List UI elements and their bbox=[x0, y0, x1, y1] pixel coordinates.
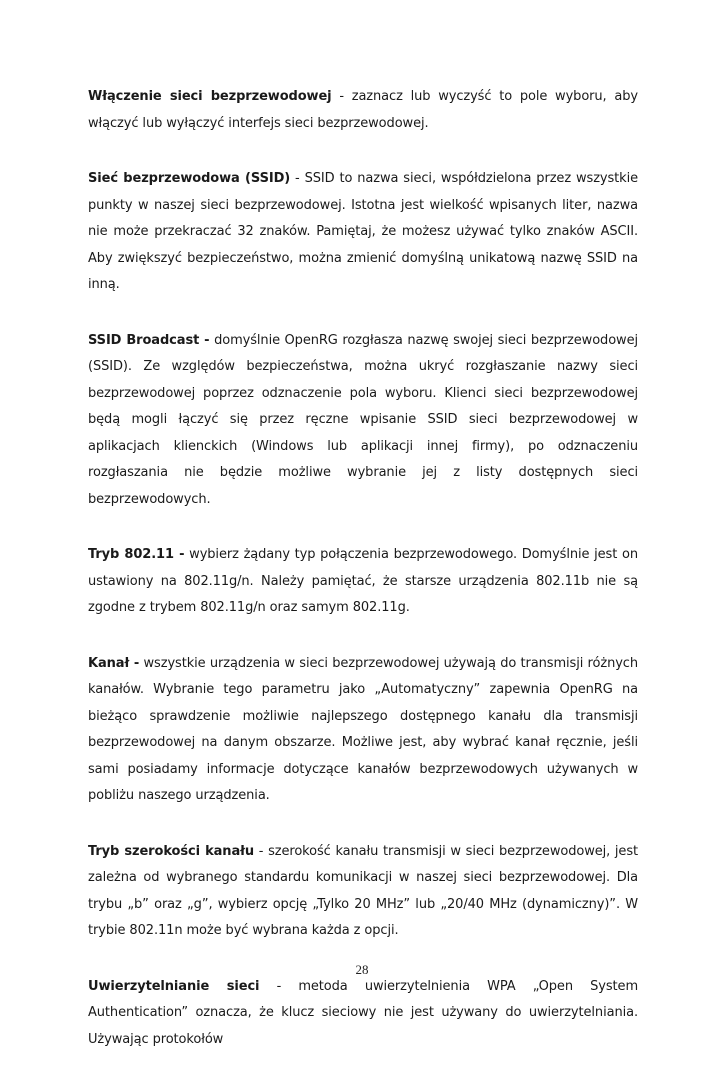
separator: - bbox=[290, 171, 305, 186]
description-80211-mode: wybierz żądany typ połączenia bezprzewodowego. Domyślnie jest on ustawiony na 802.11g/n. Należy pamiętać, że starsze urządzenia 802.11b nie są zgodne z trybem 802.11g/n oraz samym 802.11g. bbox=[88, 547, 638, 615]
paragraph-80211-mode bbox=[88, 542, 638, 622]
term-channel-width: Tryb szerokości kanału bbox=[88, 843, 254, 859]
paragraph-channel bbox=[88, 651, 638, 810]
separator: - bbox=[254, 843, 269, 859]
description-ssid: SSID to nazwa sieci, współdzielona przez wszystkie punkty w naszej sieci bezprzewodowej. Istotna jest wielkość wpisanych liter, nazwa nie może przekraczać 32 znaków. Pamiętaj, że możesz używać tylko znaków ASCII. Aby zwiększyć bezpieczeństwo, można zmienić domyślną unikatową nazwę SSID na inną. bbox=[88, 171, 639, 292]
term-network-authentication: Uwierzytelnianie sieci bbox=[88, 978, 260, 994]
term-wireless-enable: Włączenie sieci bezprzewodowej bbox=[88, 89, 332, 104]
document-body bbox=[88, 84, 638, 1082]
description-network-authentication: metoda uwierzytelnienia WPA „Open System Authentication” oznacza, że klucz sieciowy nie jest używany do uwierzytelniania. Używając protokołów bbox=[88, 978, 639, 1047]
term-ssid-broadcast: SSID Broadcast - bbox=[88, 332, 210, 348]
paragraph-wireless-enable bbox=[88, 84, 638, 137]
term-80211-mode: Tryb 802.11 - bbox=[88, 547, 185, 562]
paragraph-network-authentication bbox=[88, 974, 638, 1054]
description-channel-width: szerokość kanału transmisji w sieci bezprzewodowej, jest zależna od wybranego standardu komunikacji w naszej sieci bezprzewodowej. Dla trybu „b” oraz „g”, wybierz opcję „Tylko 20 MHz” lub „20/40 MHz (dynamiczny)”. W trybie 802.11n może być wybrana każda z opcji. bbox=[88, 843, 638, 938]
description-channel: wszystkie urządzenia w sieci bezprzewodowej używają do transmisji różnych kanałów. Wybranie tego parametru jako „Automatyczny” zapewnia OpenRG na bieżąco sprawdzenie możliwie najlepszego dostępnego kanału dla transmisji bezprzewodowej na danym obszarze. Możliwe jest, aby wybrać kanał ręcznie, jeśli sami posiadamy informacje dotyczące kanałów bezprzewodowych używanych w pobliżu naszego urządzenia. bbox=[88, 655, 638, 803]
description-ssid-broadcast: domyślnie OpenRG rozgłasza nazwę swojej sieci bezprzewodowej (SSID). Ze względów bezpieczeństwa, można ukryć rozgłaszanie nazwy sieci bezprzewodowej poprzez odznaczenie pola wyboru. Klienci sieci bezprzewodowej będą mogli łączyć się przez ręczne wpisanie SSID sieci bezprzewodowej w aplikacjach klienckich (Windows lub aplikacji innej firmy), po odznaczeniu rozgłaszania nie będzie możliwe wybranie jej z listy dostępnych sieci bezprzewodowych. bbox=[88, 332, 638, 507]
description-wireless-enable: zaznacz lub wyczyść to pole wyboru, aby włączyć lub wyłączyć interfejs sieci bezprzewodowej. bbox=[88, 89, 638, 131]
term-channel: Kanał - bbox=[88, 655, 140, 671]
separator: - bbox=[259, 978, 299, 994]
separator: - bbox=[331, 89, 352, 104]
paragraph-channel-width bbox=[88, 839, 638, 945]
paragraph-ssid bbox=[88, 166, 638, 299]
page-number: 28 bbox=[355, 962, 369, 977]
paragraph-ssid-broadcast bbox=[88, 328, 638, 514]
term-ssid: Sieć bezprzewodowa (SSID) bbox=[88, 171, 291, 186]
